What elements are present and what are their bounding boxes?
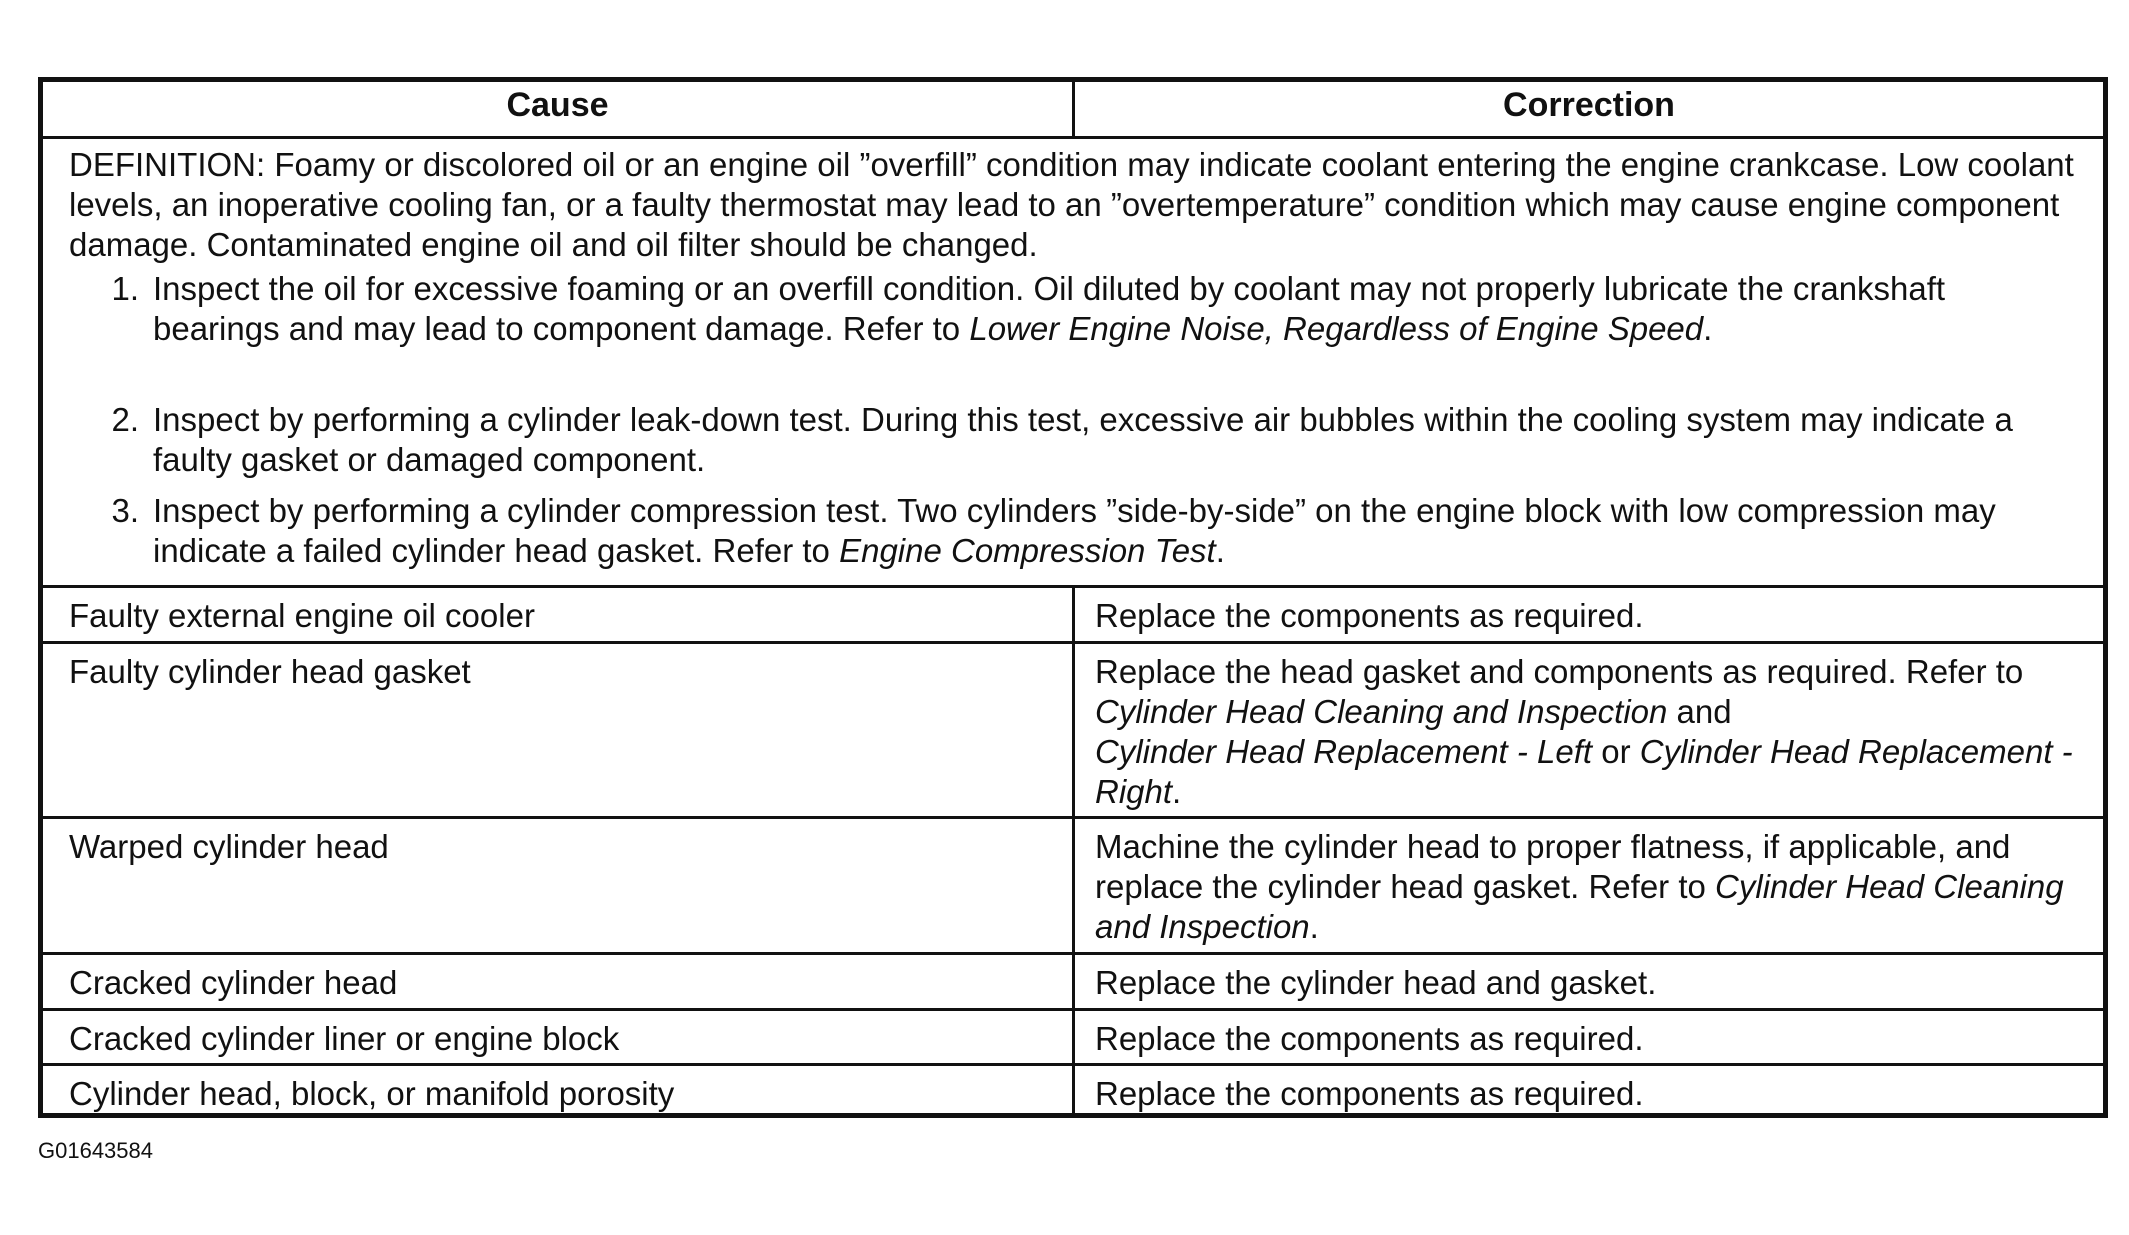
correction-reference: Cylinder Head Cleaning and Inspection [1095, 868, 2064, 945]
figure-id-caption: G01643584 [38, 1138, 153, 1163]
correction-cell: Machine the cylinder head to proper flatness, if applicable, and replace the cylinder head gasket. Refer to Cylinder Head Cleaning and Inspection. [1095, 828, 2064, 945]
table-header-row [43, 82, 2103, 139]
cause-cell: Faulty cylinder head gasket [43, 644, 1075, 816]
step-reference: Lower Engine Noise, Regardless of Engine Speed [969, 310, 1704, 347]
table-row [43, 1011, 2103, 1066]
step-text: Inspect the oil for excessive foaming or an overfill condition. Oil diluted by coolant may not properly lubricate the crankshaft bearings and may lead to component damage. Refer to [153, 270, 1946, 347]
cause-cell: Faulty external engine oil cooler [43, 588, 1075, 641]
cause-cell: Cracked cylinder head [43, 955, 1075, 1008]
correction-reference: Cylinder Head Replacement - Right [1095, 733, 2073, 810]
correction-cell: Replace the components as required. [1095, 1020, 1644, 1057]
diagnostic-table [38, 77, 2108, 1118]
definition-text: DEFINITION: Foamy or discolored oil or an engine oil ”overfill” condition may indicate coolant entering the engine crankcase. Low coolant levels, an inoperative cooling fan, or a faulty thermostat may lead to an ”overtemperature” condition which may cause engine component damage. Contaminated engine oil and oil filter should be changed. [69, 146, 2074, 263]
cause-cell: Warped cylinder head [43, 819, 1075, 952]
cause-cell: Cylinder head, block, or manifold porosity [43, 1066, 1075, 1113]
step-end: . [1703, 310, 1713, 347]
correction-reference: Cylinder Head Cleaning and Inspection [1095, 693, 1668, 730]
table-row [43, 819, 2103, 955]
step-text: Inspect by performing a cylinder leak-down test. During this test, excessive air bubbles within the cooling system may indicate a faulty gasket or damaged component. [153, 401, 2013, 478]
header-correction: Correction [1503, 86, 1675, 124]
table-row [43, 588, 2103, 644]
table-row [43, 644, 2103, 819]
step-text: Inspect by performing a cylinder compression test. Two cylinders ”side-by-side” on the engine block with low compression may indicate a failed cylinder head gasket. Refer to [153, 492, 1996, 569]
correction-cell: Replace the components as required. [1095, 597, 1644, 634]
step-end: . [1215, 532, 1225, 569]
correction-cell: Replace the cylinder head and gasket. [1095, 964, 1657, 1001]
definition-row [43, 139, 2103, 588]
table-row [43, 955, 2103, 1011]
table-row [43, 1066, 2103, 1113]
cause-cell: Cracked cylinder liner or engine block [43, 1011, 1075, 1063]
step-number: 2. [111, 401, 139, 438]
step-number: 1. [111, 270, 139, 307]
correction-reference: Cylinder Head Replacement - Left [1095, 733, 1593, 770]
correction-cell: Replace the head gasket and components as required. Refer to Cylinder Head Cleaning and Inspection and Cylinder Head Replacement - Left or Cylinder Head Replacement - Right. [1095, 653, 2073, 810]
header-cause: Cause [43, 82, 1075, 136]
step-reference: Engine Compression Test [839, 532, 1216, 569]
correction-cell: Replace the components as required. [1095, 1075, 1644, 1112]
step-number: 3. [111, 492, 139, 529]
